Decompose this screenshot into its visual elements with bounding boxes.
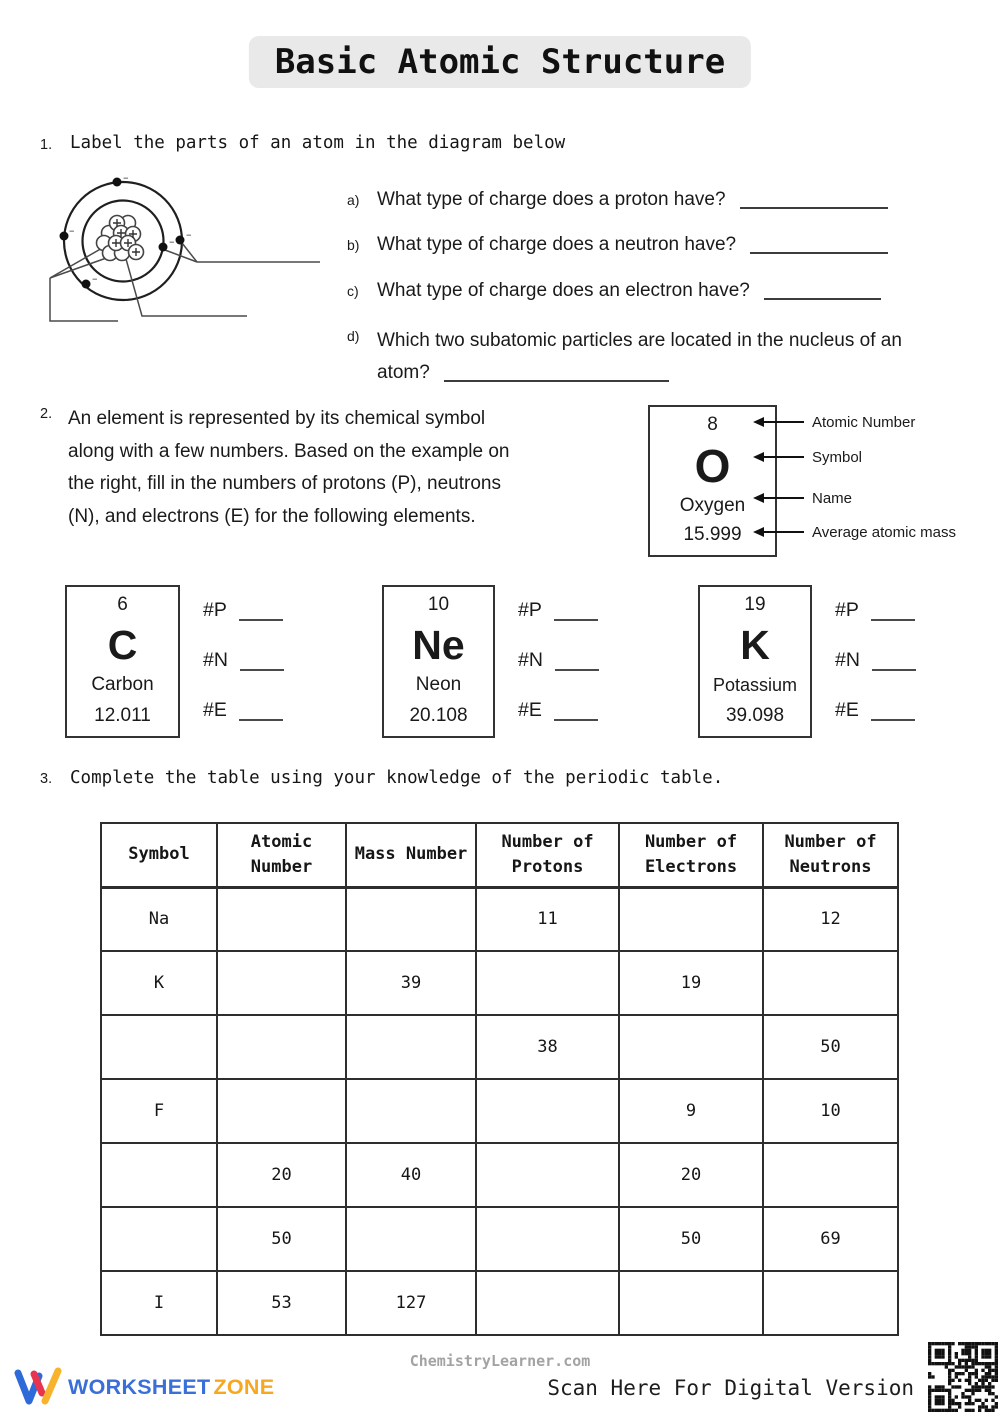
cell-empty[interactable] (217, 1015, 346, 1079)
neon-neutrons-label: #N (518, 649, 543, 671)
cell: 69 (763, 1207, 898, 1271)
table-row (101, 1207, 898, 1271)
neon-mass: 20.108 (409, 704, 468, 726)
answer-blank-c[interactable] (764, 298, 881, 300)
cell-empty[interactable] (619, 887, 763, 951)
carbon-name: Carbon (91, 674, 154, 696)
header-number-of-protons: Number of Protons (476, 823, 619, 887)
potassium-protons-blank[interactable] (871, 619, 915, 621)
carbon-electrons-blank[interactable] (239, 719, 283, 721)
element-box-neon (382, 585, 495, 738)
potassium-neutrons-label: #N (835, 649, 860, 671)
cell-empty[interactable] (346, 887, 476, 951)
label-average-atomic-mass: Average atomic mass (812, 524, 956, 541)
answer-blank-a[interactable] (740, 207, 888, 209)
worksheetzone-logo (14, 1366, 274, 1408)
cell: 39 (346, 951, 476, 1015)
neon-electrons-blank[interactable] (554, 719, 598, 721)
oxygen-atomic-number: 8 (707, 414, 718, 435)
q1-sub-c (347, 280, 881, 302)
cell-empty[interactable] (217, 951, 346, 1015)
carbon-protons-blank[interactable] (239, 619, 283, 621)
q1-sub-a (347, 189, 888, 211)
cell: 12 (763, 887, 898, 951)
neon-pne-fields (518, 599, 599, 722)
cell-empty[interactable] (476, 1271, 619, 1335)
atom-diagram (28, 166, 330, 338)
label-symbol: Symbol (812, 449, 863, 466)
q1-sub-c-text: What type of charge does an electron have? (377, 280, 750, 301)
cell-empty[interactable] (346, 1207, 476, 1271)
oxygen-name: Oxygen (679, 495, 746, 517)
header-atomic-number: Atomic Number (217, 823, 346, 887)
q3-number: 3. (40, 771, 53, 787)
q1-sub-b-text: What type of charge does a neutron have? (377, 234, 737, 255)
qr-code (928, 1342, 998, 1412)
cell-empty[interactable] (476, 1143, 619, 1207)
carbon-neutrons-label: #N (203, 649, 228, 671)
cell-empty[interactable] (619, 1271, 763, 1335)
source-site-text: ChemistryLearner.com (409, 1352, 591, 1370)
cell-empty[interactable] (476, 1079, 619, 1143)
svg-text:–: – (92, 272, 98, 285)
cell-empty[interactable] (763, 951, 898, 1015)
cell-empty[interactable] (476, 951, 619, 1015)
periodic-table-worksheet-table (100, 822, 899, 1336)
cell: 19 (619, 951, 763, 1015)
header-number-of-neutrons: Number of Neutrons (763, 823, 898, 887)
carbon-pne-fields (203, 599, 284, 722)
potassium-name: Potassium (712, 675, 798, 695)
scan-here-text: Scan Here For Digital Version (547, 1376, 914, 1400)
table-row (101, 887, 898, 951)
logo-word-zone: ZONE (213, 1374, 275, 1399)
cell-empty[interactable] (619, 1015, 763, 1079)
cell: 127 (346, 1271, 476, 1335)
cell: 50 (217, 1207, 346, 1271)
q1-prompt: Label the parts of an atom in the diagram below (70, 133, 566, 153)
svg-text:–: – (123, 171, 129, 184)
cell-empty[interactable] (217, 887, 346, 951)
cell-empty[interactable] (101, 1143, 217, 1207)
cell: I (101, 1271, 217, 1335)
q2-number: 2. (40, 406, 53, 422)
cell: F (101, 1079, 217, 1143)
cell: 50 (619, 1207, 763, 1271)
potassium-mass: 39.098 (725, 705, 785, 726)
oxygen-mass: 15.999 (683, 523, 742, 545)
answer-blank-d[interactable] (444, 380, 669, 382)
neon-atomic-number: 10 (427, 594, 450, 615)
carbon-symbol: C (107, 621, 138, 668)
cell-empty[interactable] (101, 1015, 217, 1079)
carbon-electrons-label: #E (203, 699, 227, 721)
cell-empty[interactable] (346, 1079, 476, 1143)
potassium-neutrons-blank[interactable] (872, 669, 916, 671)
carbon-atomic-number: 6 (117, 594, 128, 615)
q1-sub-a-text: What type of charge does a proton have? (377, 189, 726, 210)
table-row (101, 951, 898, 1015)
neon-neutrons-blank[interactable] (555, 669, 599, 671)
q1-sub-d-letter: d) (347, 328, 360, 344)
cell-empty[interactable] (763, 1143, 898, 1207)
answer-blank-b[interactable] (750, 252, 888, 254)
header-mass-number: Mass Number (346, 823, 476, 887)
carbon-protons-label: #P (203, 599, 227, 621)
logo-text (68, 1375, 274, 1400)
q1-sub-b-letter: b) (347, 237, 360, 253)
cell: K (101, 951, 217, 1015)
q1-sub-b (347, 234, 888, 256)
potassium-electrons-blank[interactable] (871, 719, 915, 721)
carbon-mass: 12.011 (94, 704, 151, 726)
neon-protons-label: #P (518, 599, 542, 621)
cell-empty[interactable] (101, 1207, 217, 1271)
svg-text:–: – (69, 224, 75, 237)
cell: 20 (217, 1143, 346, 1207)
cell: Na (101, 887, 217, 951)
worksheetzone-logo-icon (14, 1366, 62, 1408)
cell-empty[interactable] (476, 1207, 619, 1271)
cell-empty[interactable] (346, 1015, 476, 1079)
element-box-carbon (65, 585, 180, 738)
cell: 40 (346, 1143, 476, 1207)
cell-empty[interactable] (763, 1271, 898, 1335)
q1-sub-d-text: Which two subatomic particles are located in the nucleus of an atom? (377, 330, 902, 383)
cell: 53 (217, 1271, 346, 1335)
neon-protons-blank[interactable] (554, 619, 598, 621)
q3-prompt: Complete the table using your knowledge of the periodic table. (70, 768, 724, 788)
element-box-potassium (698, 585, 812, 738)
nucleus-label-line[interactable] (126, 259, 247, 316)
table-header-row (101, 823, 898, 887)
carbon-neutrons-blank[interactable] (240, 669, 284, 671)
cell: 50 (763, 1015, 898, 1079)
q1-number: 1. (40, 137, 53, 153)
oxygen-callout-arrows (750, 405, 806, 560)
label-name: Name (812, 490, 853, 507)
potassium-protons-label: #P (835, 599, 859, 621)
page-title: Basic Atomic Structure (249, 36, 751, 88)
neon-electrons-label: #E (518, 699, 542, 721)
potassium-atomic-number: 19 (744, 594, 766, 615)
header-symbol: Symbol (101, 823, 217, 887)
cell: 38 (476, 1015, 619, 1079)
label-atomic-number: Atomic Number (812, 414, 916, 431)
label-leader-lines (50, 243, 320, 321)
header-number-of-electrons: Number of Electrons (619, 823, 763, 887)
q1-sub-c-letter: c) (347, 283, 359, 299)
q1-sub-d (347, 325, 922, 389)
neon-name: Neon (415, 674, 462, 696)
cell: 10 (763, 1079, 898, 1143)
q1-sub-a-letter: a) (347, 192, 360, 208)
table-row (101, 1271, 898, 1335)
potassium-symbol: K (740, 622, 770, 668)
potassium-pne-fields (835, 599, 916, 722)
svg-text:–: – (169, 235, 175, 248)
cell: 20 (619, 1143, 763, 1207)
q2-prompt: An element is represented by its chemical symbol along with a few numbers. Based on the example on the right, fill in the numbers of protons (P), neutrons (N), and electrons (E) for the following elements. (68, 408, 510, 527)
table-row (101, 1079, 898, 1143)
neon-symbol: Ne (412, 621, 465, 668)
cell-empty[interactable] (217, 1079, 346, 1143)
cell: 9 (619, 1079, 763, 1143)
logo-word-worksheet: WORKSHEET (68, 1374, 211, 1399)
table-row (101, 1143, 898, 1207)
svg-text:–: – (186, 228, 192, 241)
arrow-heads (753, 417, 764, 537)
cell: 11 (476, 887, 619, 951)
table-row (101, 1015, 898, 1079)
potassium-electrons-label: #E (835, 699, 859, 721)
oxygen-symbol: O (694, 439, 731, 492)
